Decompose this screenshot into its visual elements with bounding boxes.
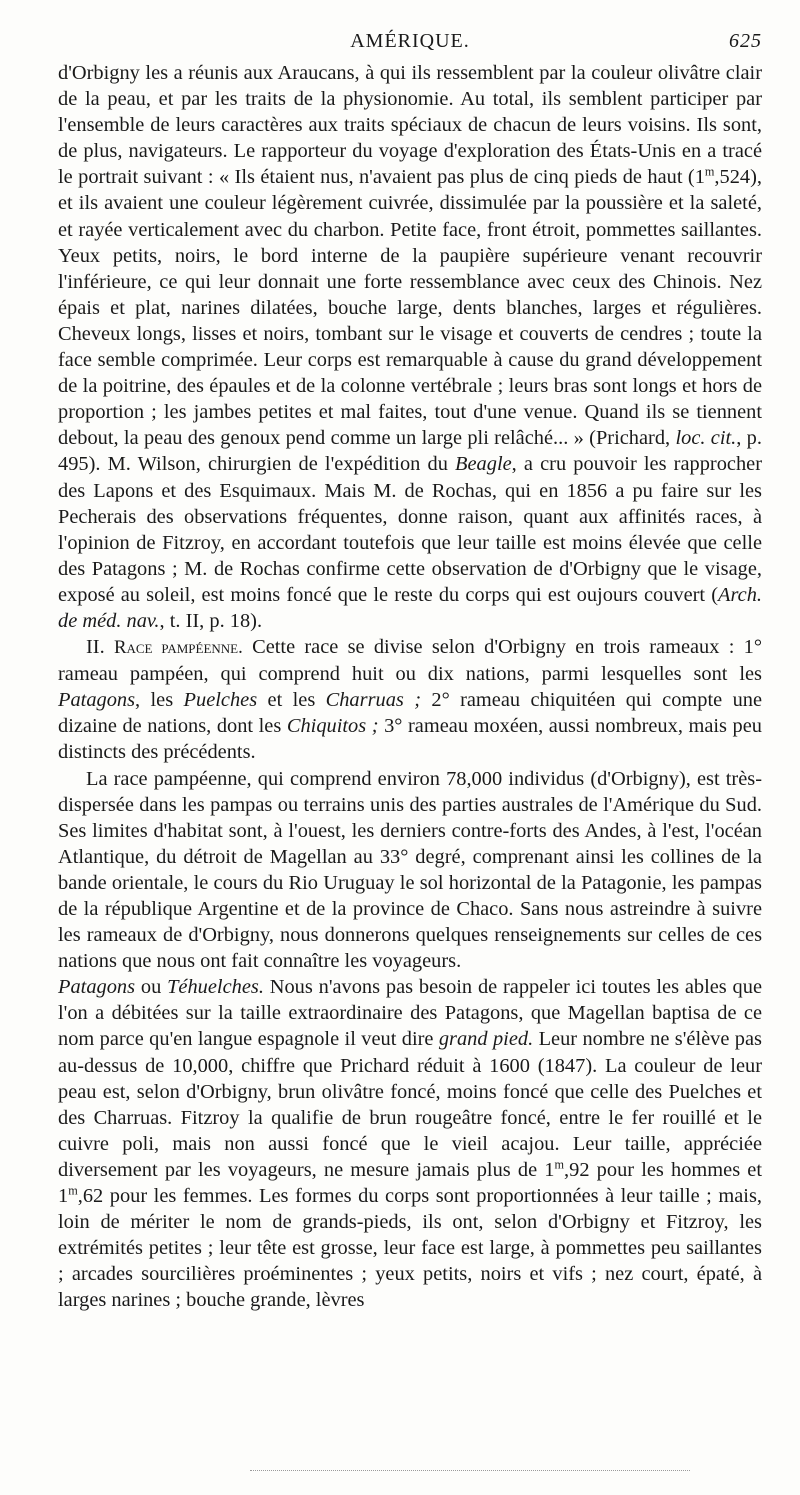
text-run: d'Orbigny les a réunis aux Araucans, à qui ils ressemblent par la couleur olivâtre clair de la peau, et par les traits de la physionomie. Au total, ils semblent participer par l'ensemble de leurs caractères aux traits spéciaux de chacun de leurs voisins. Ils sont, de plus, navigateurs. Le rapporteur du voyage d'exploration des États-Unis en a tracé le portrait suivant : « Ils étaient nus, n'avaient pas plus de cinq pieds de haut (1 — [58, 62, 762, 189]
italic-text: Patagons — [58, 976, 136, 999]
text-run: ,92 pour les hommes et 1 — [58, 1158, 763, 1208]
superscript-text: m — [554, 1157, 565, 1172]
text-run: ou — [135, 976, 168, 999]
italic-text: Charruas ; — [325, 689, 421, 712]
italic-text: Arch. de méd. nav. — [58, 583, 762, 632]
italic-text: Chiquitos ; — [286, 715, 379, 738]
paragraph — [58, 766, 762, 975]
text-run: Leur nombre ne s'élève pas au-dessus de 10,000, chiffre que Prichard réduit à 1600 (1847). La couleur de leur peau est, selon d'Orbigny, brun olivâtre foncé, moins foncé que celle des Puelches et des Charruas. Fitzroy la qualifie de brun rougeâtre foncé, entre le fer rouillé et le cuivre poli, mais non aussi foncé que le vieil acajou. Leur taille, appréciée diversement par les voyageurs, ne mesure jamais plus de 1 — [58, 1028, 762, 1181]
running-title: AMÉRIQUE. — [350, 30, 470, 52]
text-run: , les — [135, 689, 184, 712]
text-run: , a cru pouvoir les rapprocher des Lapons et des Esquimaux. Mais M. de Rochas, qui en 1856 a pu faire sur les Pecherais des observations fréquentes, donne raison, quant aux affinités races, à l'opinion de Fitzroy, en accordant toutefois que leur taille est moins élevée que celle des Patagons ; M. de Rochas confirme cette observation de d'Orbigny que le visage, exposé au soleil, est moins foncé que le reste du corps qui est oujours couvert ( — [58, 453, 762, 606]
superscript-text: m — [68, 1183, 78, 1198]
italic-text: Téhuelches. — [167, 976, 264, 999]
text-run: Cette race se divise selon d'Orbigny en trois rameaux : 1° rameau pampéen, qui comprend huit ou dix nations, parmi lesquelles sont les — [58, 636, 762, 686]
paragraph — [58, 634, 762, 765]
italic-text: loc. cit. — [675, 427, 737, 450]
page-header — [58, 30, 762, 60]
italic-text: Puelches — [183, 689, 258, 712]
text-run: , t. II, p. 18). — [159, 609, 263, 632]
superscript-text: m — [704, 165, 715, 180]
small-caps-heading: Race pampéenne. — [113, 637, 243, 659]
text-run: ,524), et ils avaient une couleur légèrement cuivrée, dissimulée par la poussière et la saleté, et rayée verticalement avec du charbon. Petite face, front étroit, pommettes saillantes. Yeux petits, noirs, le bord interne de la paupière supérieure venant recouvrir l'inférieure, ce qui leur donnait une forte ressemblance avec ceux des Chinois. Nez épais et plat, narines dilatées, bouche large, dents blanches, larges et régulières. Cheveux longs, lisses et noirs, tombant sur le visage et couverts de cendres ; toute la face semble comprimée. Leur corps est remarquable à cause du grand développement de la poitrine, des épaules et de la colonne vertébrale ; leurs bras sont longs et hors de proportion ; les jambes petites et mal faites, tout d'une venue. Quand ils se tiennent debout, la peau des genoux pend comme un large pli relâché... » (Prichard, — [58, 166, 762, 450]
footer-rule — [250, 1470, 690, 1471]
text-run: 3° rameau moxéen, aussi nombreux, mais peu distincts des précédents. — [58, 715, 762, 764]
paragraph — [58, 60, 762, 634]
text-run: La race pampéenne, qui comprend environ 78,000 individus (d'Orbigny), est très-dispersée dans les pampas ou terrains unis des parties australes de l'Amérique du Sud. Ses limites d'habitat sont, à l'ouest, les derniers contre-forts des Andes, à l'est, l'océan Atlantique, du détroit de Magellan au 33° degré, comprenant ainsi les collines de la bande orientale, le cours du Rio Uruguay le sol horizontal de la Patagonie, les pampas de la république Argentine et de la province de Chaco. Sans nous astreindre à suivre les rameaux de d'Orbigny, nous donnerons quelques renseignements sur celles de ces nations que nous ont fait connaître les voyageurs. — [58, 767, 762, 973]
italic-text: grand pied. — [438, 1028, 534, 1051]
italic-text: Beagle — [455, 453, 512, 476]
text-run: 2° rameau chiquitéen qui compte une dizaine de nations, dont les — [58, 689, 763, 738]
text-run: Nous n'avons pas besoin de rappeler ici toutes les ables que l'on a débitées sur la taille extraordinaire des Patagons, que Magellan baptisa de ce nom parce qu'en langue espagnole il veut dire — [58, 976, 762, 1051]
italic-text: Patagons — [58, 689, 136, 712]
text-run: II. — [86, 636, 114, 659]
page-number: 625 — [729, 30, 762, 52]
paragraph — [58, 974, 762, 1313]
text-run: ,62 pour les femmes. Les formes du corps sont proportionnées à leur taille ; mais, loin de mériter le nom de grands-pieds, ils ont, selon d'Orbigny et Fitzroy, les extrémités petites ; leur tête est grosse, leur face est large, à pommettes peu saillantes ; arcades sourcilières proéminentes ; yeux petits, noirs et vifs ; nez court, épaté, à larges narines ; bouche grande, lèvres — [58, 1185, 762, 1312]
text-run: , p. 495). M. Wilson, chirurgien de l'expédition du — [58, 427, 762, 476]
text-run: et les — [257, 689, 326, 712]
body-text — [58, 60, 762, 1314]
